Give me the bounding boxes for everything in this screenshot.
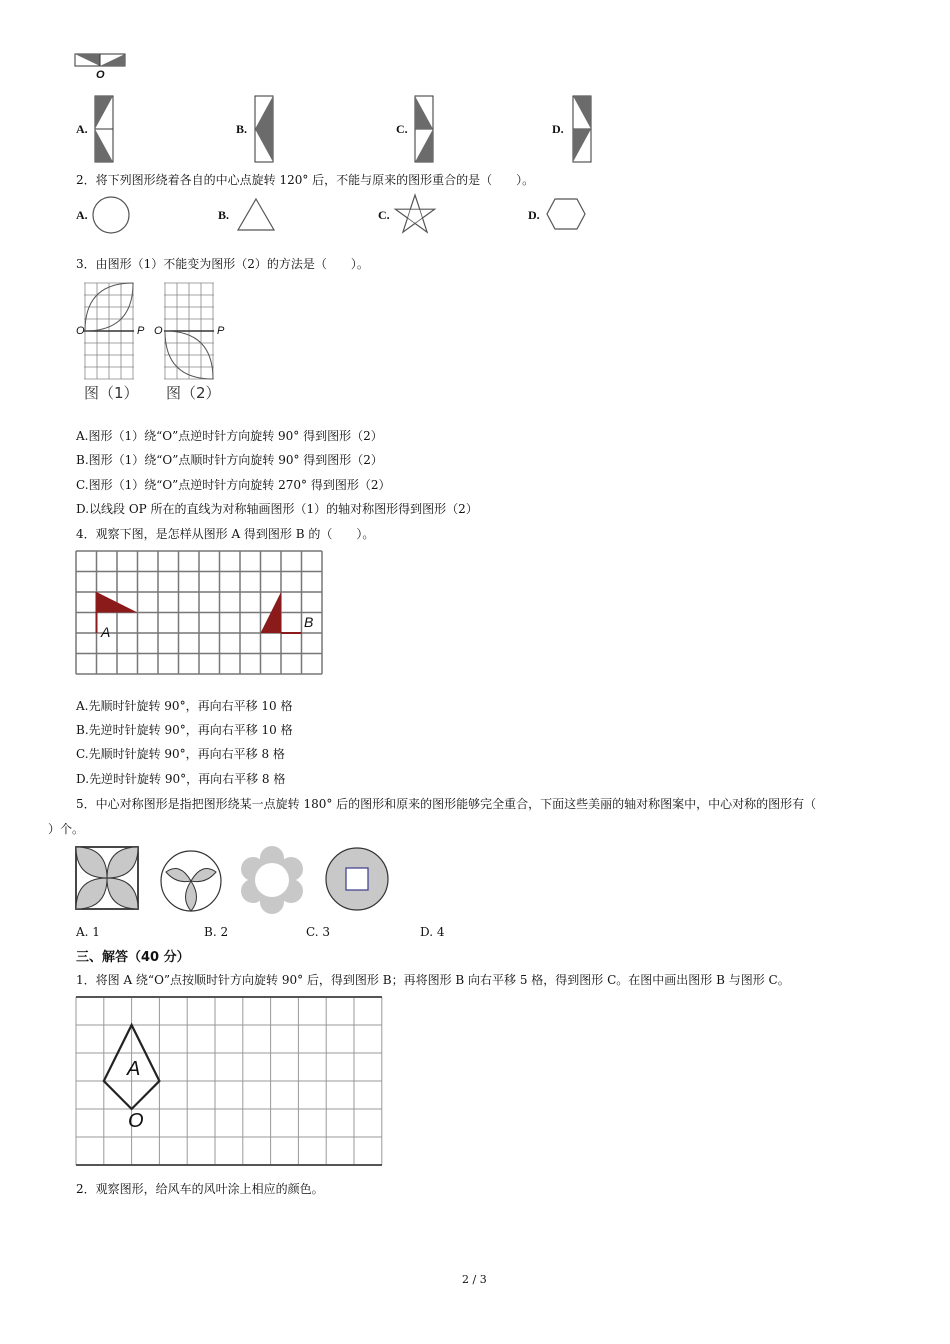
q3-option-d[interactable]: D.以线段 OP 所在的直线为对称轴画图形（1）的轴对称图形得到图形（2） xyxy=(76,502,478,516)
q1-option-a-figure xyxy=(94,95,114,163)
q2-circle-figure xyxy=(91,195,131,235)
q3-fig2-p-label: P xyxy=(217,325,225,337)
q4-label-b: B xyxy=(304,614,314,630)
q4-option-d[interactable]: D.先逆时针旋转 90°，再向右平移 8 格 xyxy=(76,772,286,786)
q5-pattern-three-leaf xyxy=(158,848,224,914)
q5-pattern-flower xyxy=(236,844,308,916)
q3-fig1-caption: 图（1） xyxy=(84,384,139,402)
q2-option-a-label[interactable]: A. xyxy=(76,208,88,222)
q3-fig1-p-label: P xyxy=(137,325,145,337)
q2-hexagon-figure xyxy=(545,198,587,232)
q2-option-c-label[interactable]: C. xyxy=(378,208,390,222)
q1-option-d-label[interactable]: D. xyxy=(552,122,564,136)
q3-fig2-o-label: O xyxy=(154,325,163,337)
section-3-label-a: A xyxy=(127,1058,141,1080)
q3-figure-2 xyxy=(164,282,224,382)
q1-option-c-label[interactable]: C. xyxy=(396,122,408,136)
page-number: 2 / 3 xyxy=(462,1273,487,1286)
q1-option-b-figure xyxy=(254,95,274,163)
q1-option-d-figure xyxy=(572,95,592,163)
q5-pattern-coin xyxy=(324,846,390,912)
q1-option-c-figure xyxy=(414,95,434,163)
q3-fig2-caption: 图（2） xyxy=(166,384,221,402)
q3-fig1-o-label: O xyxy=(76,325,85,337)
q3-figure-1 xyxy=(84,282,144,382)
q1-option-a-label[interactable]: A. xyxy=(76,122,88,136)
q5-question-line1: 5．中心对称图形是指把图形绕某一点旋转 180° 后的图形和原来的图形能够完全重合，下面这些美丽的轴对称图案中，中心对称的图形有（ xyxy=(76,797,817,811)
q1-option-b-label[interactable]: B. xyxy=(236,122,248,136)
q2-triangle-figure xyxy=(236,198,276,232)
q5-option-a[interactable]: A. 1 xyxy=(76,925,100,939)
q2-option-d-label[interactable]: D. xyxy=(528,208,540,222)
q5-option-c[interactable]: C. 3 xyxy=(306,925,331,939)
q5-option-d[interactable]: D. 4 xyxy=(420,925,445,939)
q3-option-c[interactable]: C.图形（1）绕“O”点逆时针方向旋转 270° 得到图形（2） xyxy=(76,478,391,492)
q2-option-b-label[interactable]: B. xyxy=(218,208,230,222)
q5-pattern-petals xyxy=(75,846,141,912)
q4-question: 4．观察下图，是怎样从图形 A 得到图形 B 的（ ）。 xyxy=(76,527,375,541)
q4-option-b[interactable]: B.先逆时针旋转 90°，再向右平移 10 格 xyxy=(76,723,293,737)
q3-option-b[interactable]: B.图形（1）绕“O”点顺时针方向旋转 90° 得到图形（2） xyxy=(76,453,383,467)
q2-question: 2．将下列图形绕着各自的中心点旋转 120° 后，不能与原来的图形重合的是（ ）。 xyxy=(76,173,535,187)
q3-question: 3．由图形（1）不能变为图形（2）的方法是（ ）。 xyxy=(76,257,369,271)
section-3-q1-question: 1．将图 A 绕“O”点按顺时针方向旋转 90° 后，得到图形 B；再将图形 B 向右平移 5 格，得到图形 C。在图中画出图形 B 与图形 C。 xyxy=(76,973,790,987)
q4-option-c[interactable]: C.先顺时针旋转 90°，再向右平移 8 格 xyxy=(76,747,285,761)
q4-label-a: A xyxy=(101,624,111,640)
q3-option-a[interactable]: A.图形（1）绕“O”点逆时针方向旋转 90° 得到图形（2） xyxy=(76,429,383,443)
section-3-label-o: O xyxy=(128,1110,144,1132)
q5-option-b[interactable]: B. 2 xyxy=(204,925,229,939)
section-3-grid-figure xyxy=(75,996,387,1170)
q4-option-a[interactable]: A.先顺时针旋转 90°，再向右平移 10 格 xyxy=(76,699,293,713)
section-3-q2-question: 2．观察图形，给风车的风叶涂上相应的颜色。 xyxy=(76,1182,324,1196)
q4-grid-figure xyxy=(75,550,325,676)
q2-star-figure xyxy=(394,194,436,234)
q5-question-line2: ）个。 xyxy=(48,822,85,836)
section-3-title: 三、解答（40 分） xyxy=(76,950,190,965)
top-figure-label: O xyxy=(96,69,105,81)
